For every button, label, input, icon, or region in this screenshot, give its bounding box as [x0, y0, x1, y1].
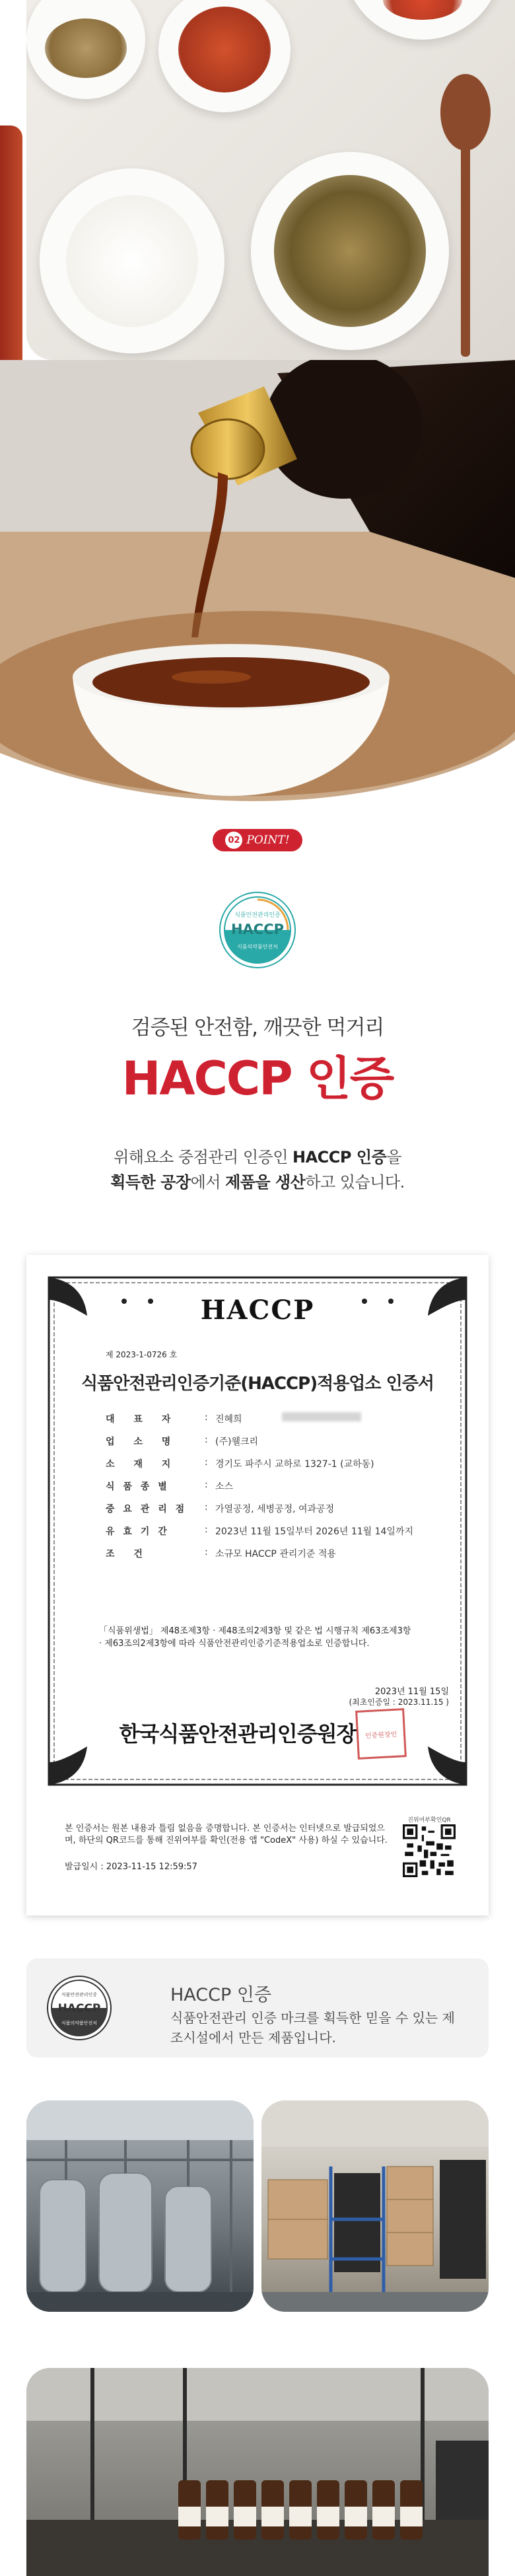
certificate-row: 조 건 : 소규모 HACCP 관리기준 적용 [106, 1547, 336, 1559]
certificate-row-label: 소 재 지 [106, 1459, 179, 1470]
description [0, 1145, 515, 1195]
description-line-1 [0, 1145, 515, 1170]
certificate-header: HACCP [200, 1295, 315, 1326]
redacted-block [282, 1412, 361, 1421]
wooden-spoon-icon [436, 73, 495, 357]
certificate-row: 중 요 관 리 점 : 가열공정, 세병공정, 여과공정 [106, 1502, 335, 1515]
haccp-certificate [26, 1255, 489, 1915]
soup-bowl [251, 152, 449, 350]
qr-code-icon[interactable] [403, 1824, 456, 1877]
certificate-signer: 한국식품안전관리인증원장 [119, 1721, 357, 1746]
description-bold: HACCP 인증 [292, 1148, 387, 1166]
certificate-body: 「식품위생법」 제48조제3항 · 제48조의2제3항 및 같은 법 시행규칙 제63조제3항 · 제63조의2제3항에 따라 식품안전관리인증기준적용업소로 인증합니다. [99, 1626, 411, 1649]
description-bold: 획득한 공장 [110, 1173, 191, 1192]
certificate-number: 제 2023-1-0726 호 [106, 1350, 178, 1359]
haccp-mark-bottom-text: 식품의약품안전처 [61, 2021, 98, 2026]
certificate-first-issue: (최초인증일 : 2023.11.15 ) [349, 1698, 449, 1707]
certificate-issued-time: 발급일시 : 2023-11-15 12:59:57 [65, 1862, 197, 1872]
certificate-row-label: 유 효 기 간 [106, 1526, 170, 1537]
haccp-logo-main-text: HACCP [230, 921, 285, 937]
description-bold: 제품을 생산 [225, 1173, 306, 1192]
headline-title: HACCP 인증 [121, 1052, 394, 1106]
certificate-row-value: (주)웰크리 [215, 1437, 259, 1447]
haccp-logo-icon [219, 892, 296, 968]
point-label: POINT! [246, 834, 290, 847]
haccp-mark-icon [46, 1975, 112, 2041]
warehouse-boxes-photo [261, 2100, 489, 2312]
haccp-logo-bottom-text: 식품의약품안전처 [237, 944, 278, 950]
certificate-row: 소 재 지 : 경기도 파주시 교하로 1327-1 (교하동) [106, 1457, 374, 1470]
side-dish-bowl [343, 0, 502, 40]
certificate-footer: 본 인증서는 원본 내용과 틀림 없음을 증명합니다. 본 인증서는 인터넷으로 발급되었으며, 하단의 QR코드를 통해 진위여부를 확인(전용 앱 "CodeX" 사용) 하실 수 있습니다. [65, 1824, 388, 1845]
certificate-row-value: 2023년 11월 15일부터 2026년 11월 14일까지 [215, 1526, 414, 1537]
factory-tanks-photo [26, 2100, 254, 2312]
headline-subtitle: 검증된 안전함, 깨끗한 먹거리 [131, 1016, 384, 1040]
bottling-line-photo [26, 2368, 489, 2576]
point-badge [213, 829, 302, 851]
food-table-photo [26, 0, 515, 360]
certificate-row-label: 조 건 [106, 1549, 151, 1559]
qr-label: 진위여부확인QR [407, 1817, 451, 1824]
info-description: 식품안전관리 인증 마크를 획득한 믿을 수 있는 제조시설에서 만든 제품입니다. [170, 2010, 455, 2046]
haccp-logo-top-text: 식품안전관리인증 [234, 912, 281, 919]
certificate-row-value: 소스 [215, 1482, 234, 1492]
certificate-row-value: 소규모 HACCP 관리기준 적용 [215, 1549, 336, 1559]
certificate-date: 2023년 11월 15일 [374, 1687, 449, 1697]
certificate-row-value: 진혜희 [215, 1414, 242, 1425]
side-dish-bowl [158, 0, 291, 112]
description-text: 에서 [190, 1173, 226, 1192]
certificate-row: 식 품 종 별 : 소스 [106, 1480, 234, 1492]
description-line-2 [0, 1170, 515, 1195]
certificate-title: 식품안전관리인증기준(HACCP)적용업소 인증서 [81, 1374, 434, 1394]
certificate-row-value: 가열공정, 세병공정, 여과공정 [215, 1504, 335, 1515]
side-dish-bowl [26, 0, 145, 99]
certificate-row-label: 식 품 종 별 [106, 1482, 170, 1492]
description-text: 을 [386, 1148, 401, 1166]
certificate-row: 업 소 명 : (주)웰크리 [106, 1435, 259, 1447]
haccp-mark-text: HACCP [57, 2002, 101, 2015]
rice-bowl [40, 168, 224, 353]
certificate-row-value: 경기도 파주시 교하로 1327-1 (교하동) [215, 1459, 374, 1470]
certificate-row: 유 효 기 간 : 2023년 11월 15일부터 2026년 11월 14일까지 [106, 1524, 414, 1537]
point-number: 02 [225, 832, 242, 849]
haccp-mark-top-text: 식품안전관리인증 [61, 1992, 98, 1997]
description-text: 하고 있습니다. [305, 1173, 405, 1192]
wave-divider [0, 713, 515, 845]
certificate-row: 대 표 자 : 진혜희 [106, 1412, 361, 1425]
certificate-row-label: 중 요 관 리 점 [106, 1504, 188, 1515]
description-text: 위해요소 중점관리 인증인 [114, 1148, 293, 1166]
info-title: HACCP 인증 [170, 1985, 272, 2005]
certificate-row-label: 업 소 명 [106, 1437, 179, 1447]
certificate-row-label: 대 표 자 [106, 1414, 179, 1425]
official-seal-icon: 인증원장인 [355, 1708, 407, 1760]
